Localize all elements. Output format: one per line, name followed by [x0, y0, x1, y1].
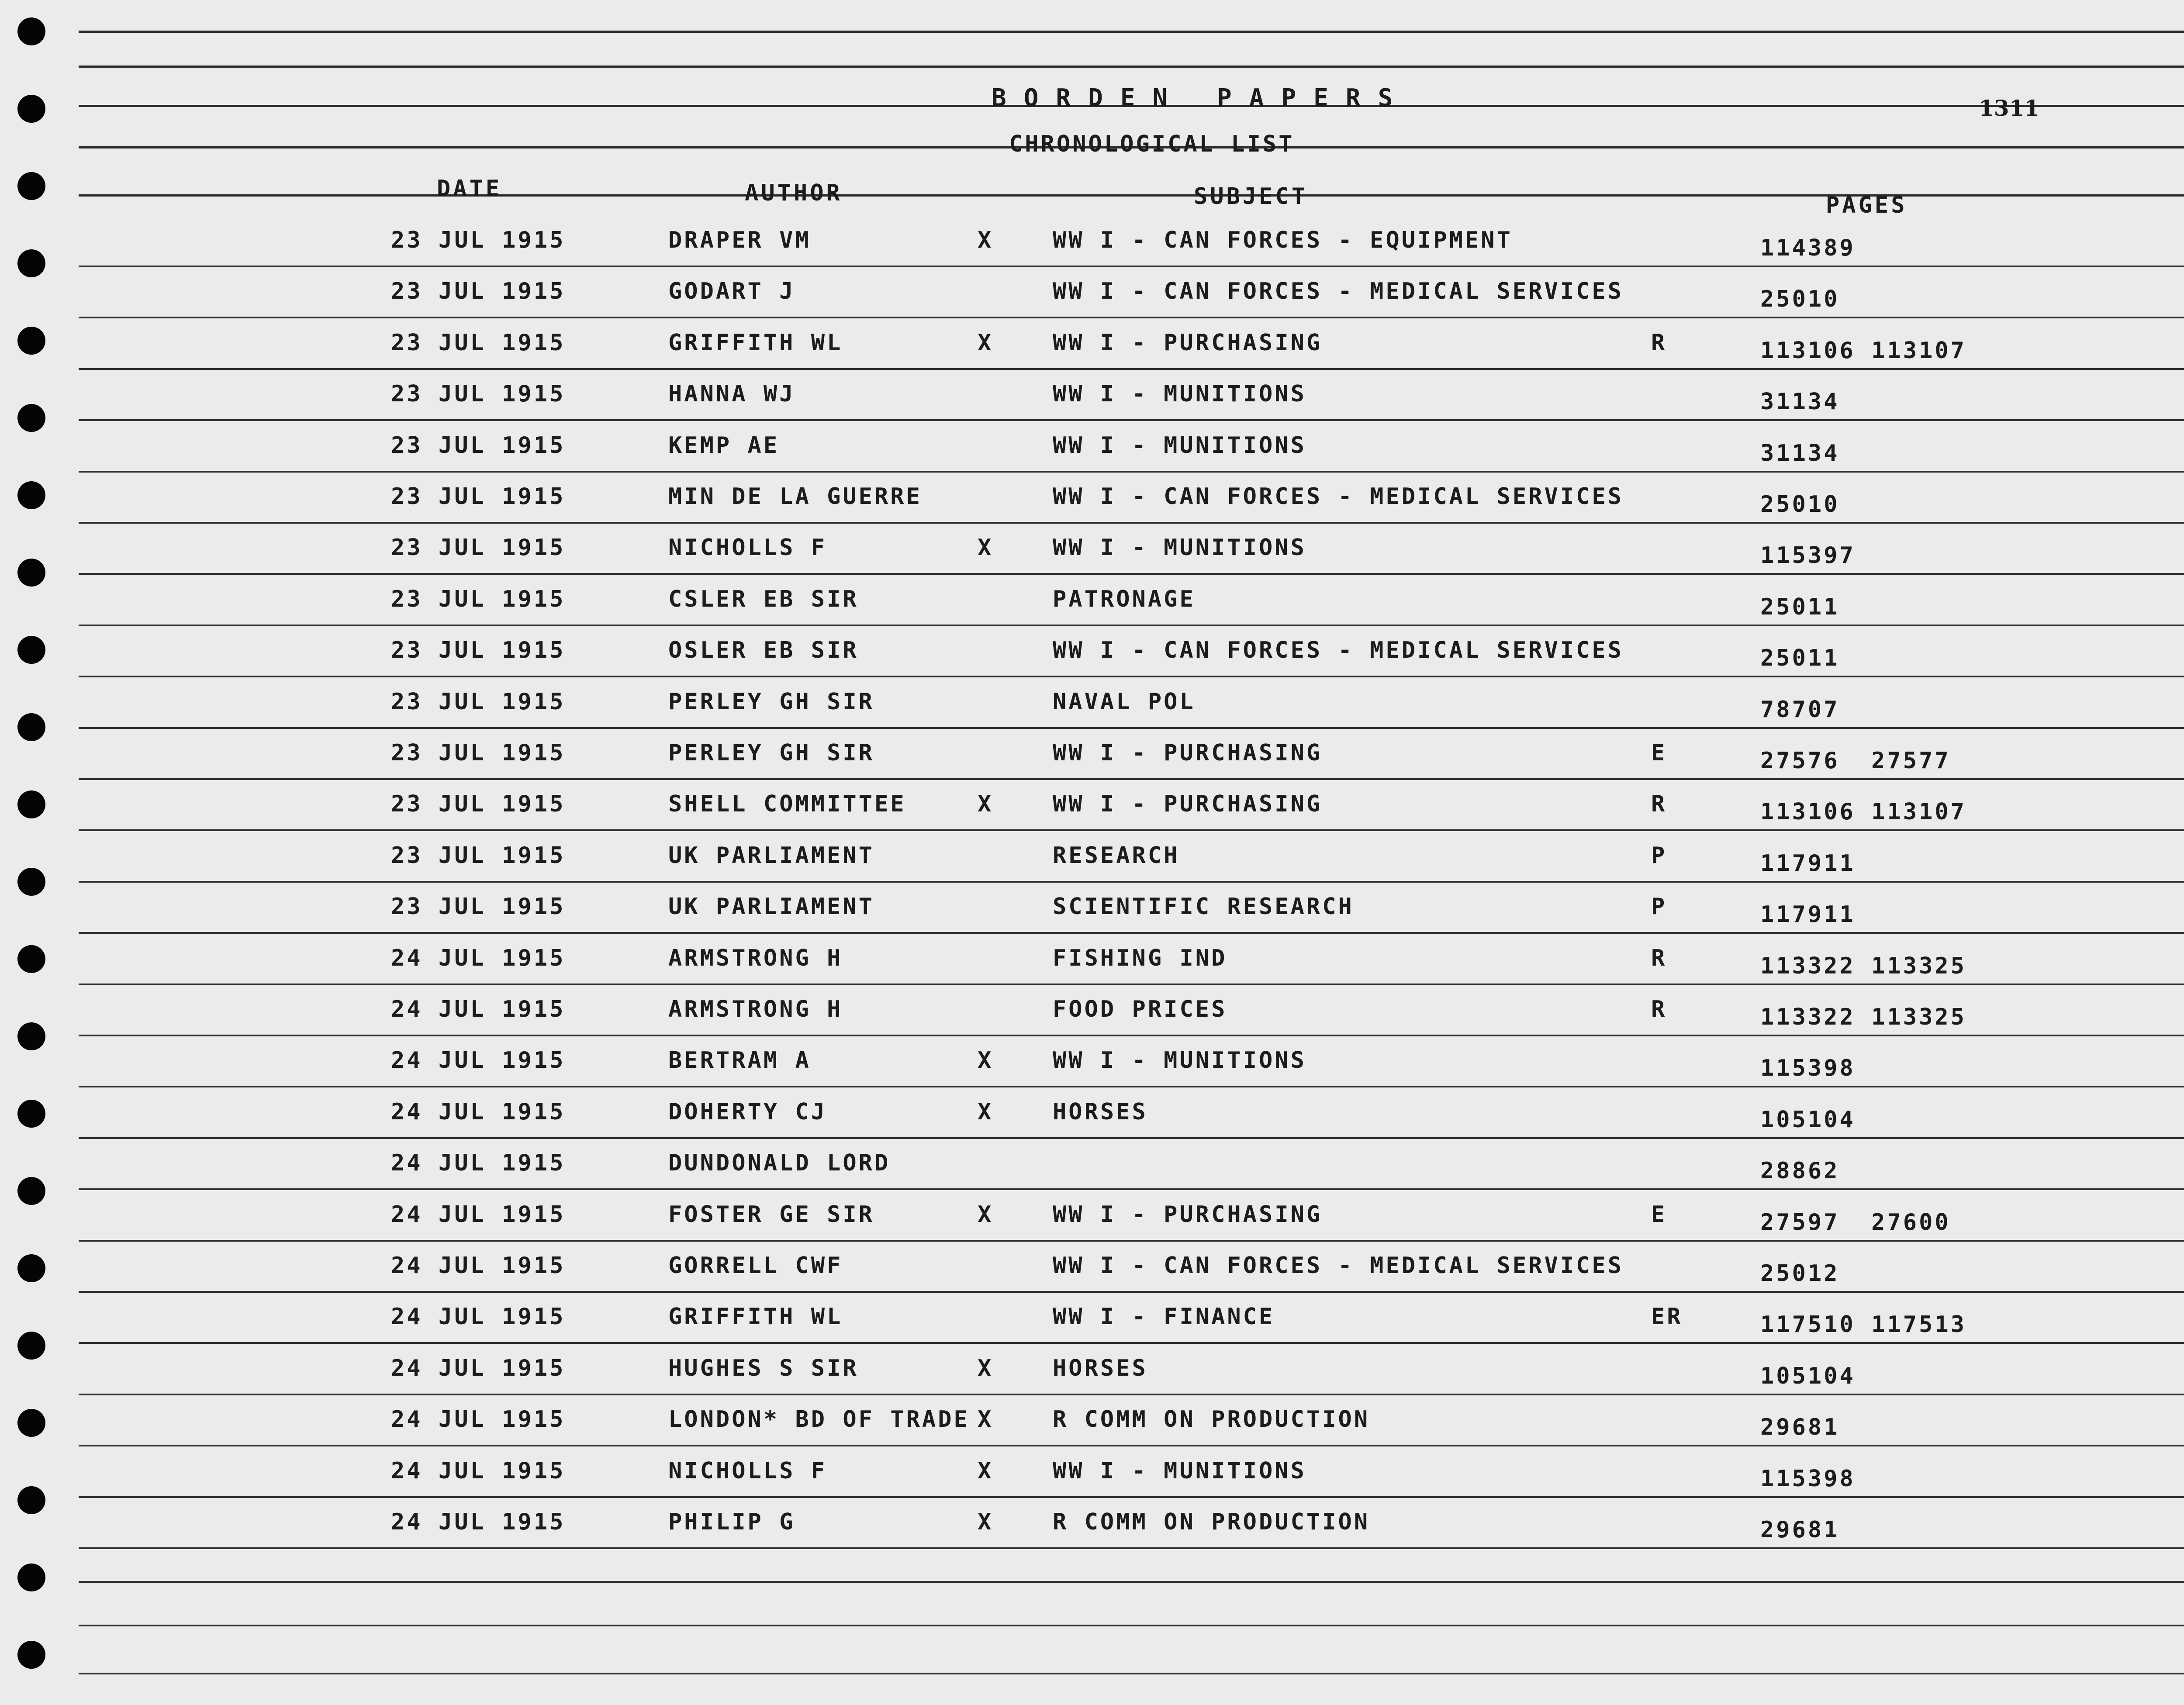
row-separator — [79, 471, 2184, 473]
row-separator — [79, 1496, 2184, 1498]
table-row — [0, 381, 2184, 432]
table-row — [0, 637, 2184, 689]
row-x-mark: X — [978, 1509, 994, 1535]
page-number: 1311 — [1979, 95, 2040, 121]
row-subject: WW I - FINANCE — [1053, 1304, 1275, 1330]
row-author: UK PARLIAMENT — [668, 842, 874, 869]
row-subject: FISHING IND — [1053, 945, 1227, 971]
row-code: R — [1651, 330, 1667, 356]
row-date: 24 JUL 1915 — [391, 1201, 566, 1228]
row-subject: WW I - MUNITIONS — [1053, 1458, 1306, 1484]
row-author: NICHOLLS F — [668, 1458, 827, 1484]
row-x-mark: X — [978, 791, 994, 817]
row-author: CSLER EB SIR — [668, 586, 859, 612]
row-author: ARMSTRONG H — [668, 945, 843, 971]
document-subtitle: CHRONOLOGICAL LIST — [1009, 131, 1295, 157]
column-header-date: DATE — [437, 176, 502, 202]
row-author: GODART J — [668, 278, 795, 304]
row-author: BERTRAM A — [668, 1047, 811, 1073]
row-separator — [79, 1188, 2184, 1190]
row-pages: 114389 — [1760, 235, 1856, 261]
row-date: 23 JUL 1915 — [391, 330, 566, 356]
row-subject: WW I - MUNITIONS — [1053, 535, 1306, 561]
row-pages: 25010 — [1760, 286, 1840, 312]
row-author: PERLEY GH SIR — [668, 740, 874, 766]
row-pages: 28862 — [1760, 1158, 1840, 1184]
row-subject: FOOD PRICES — [1053, 996, 1227, 1022]
row-separator — [79, 1137, 2184, 1139]
row-separator — [79, 1291, 2184, 1293]
row-subject: RESEARCH — [1053, 842, 1180, 869]
table-row — [0, 330, 2184, 381]
row-pages: 105104 — [1760, 1363, 1856, 1389]
ruled-line — [79, 1625, 2184, 1626]
row-pages: 78707 — [1760, 697, 1840, 723]
row-date: 23 JUL 1915 — [391, 535, 566, 561]
table-row — [0, 1355, 2184, 1407]
row-pages: 117911 — [1760, 901, 1856, 928]
row-subject: R COMM ON PRODUCTION — [1053, 1509, 1370, 1535]
row-date: 24 JUL 1915 — [391, 1099, 566, 1125]
table-row — [0, 1458, 2184, 1509]
row-author: DRAPER VM — [668, 227, 811, 253]
table-row — [0, 1253, 2184, 1304]
row-separator — [79, 1240, 2184, 1242]
row-separator — [79, 984, 2184, 985]
row-subject: WW I - CAN FORCES - MEDICAL SERVICES — [1053, 483, 1624, 510]
table-row — [0, 483, 2184, 535]
table-row — [0, 535, 2184, 586]
row-date: 24 JUL 1915 — [391, 1047, 566, 1073]
row-date: 24 JUL 1915 — [391, 1509, 566, 1535]
row-author: HUGHES S SIR — [668, 1355, 859, 1381]
row-date: 23 JUL 1915 — [391, 432, 566, 459]
row-separator — [79, 368, 2184, 370]
table-row — [0, 432, 2184, 484]
row-x-mark: X — [978, 1355, 994, 1381]
row-x-mark: X — [978, 227, 994, 253]
row-code: P — [1651, 894, 1667, 920]
row-subject: WW I - MUNITIONS — [1053, 381, 1306, 407]
ruled-line — [79, 66, 2184, 68]
row-pages: 25012 — [1760, 1260, 1840, 1287]
row-author: OSLER EB SIR — [668, 637, 859, 663]
row-pages: 25011 — [1760, 594, 1840, 620]
row-date: 23 JUL 1915 — [391, 381, 566, 407]
row-date: 23 JUL 1915 — [391, 637, 566, 663]
table-row — [0, 1406, 2184, 1458]
row-date: 24 JUL 1915 — [391, 1355, 566, 1381]
row-code: R — [1651, 791, 1667, 817]
row-date: 23 JUL 1915 — [391, 278, 566, 304]
row-separator — [79, 829, 2184, 831]
row-subject: NAVAL POL — [1053, 689, 1196, 715]
table-row — [0, 586, 2184, 638]
row-date: 23 JUL 1915 — [391, 689, 566, 715]
row-subject: WW I - CAN FORCES - EQUIPMENT — [1053, 227, 1513, 253]
row-pages: 27576 27577 — [1760, 748, 1951, 774]
row-pages: 113322 113325 — [1760, 953, 1966, 979]
row-separator — [79, 881, 2184, 883]
row-pages: 115398 — [1760, 1055, 1856, 1081]
row-date: 23 JUL 1915 — [391, 842, 566, 869]
row-subject: WW I - CAN FORCES - MEDICAL SERVICES — [1053, 278, 1624, 304]
table-row — [0, 1201, 2184, 1253]
table-row — [0, 1304, 2184, 1355]
row-subject: PATRONAGE — [1053, 586, 1196, 612]
row-subject: R COMM ON PRODUCTION — [1053, 1406, 1370, 1432]
row-date: 23 JUL 1915 — [391, 740, 566, 766]
row-date: 24 JUL 1915 — [391, 1150, 566, 1176]
row-author: UK PARLIAMENT — [668, 894, 874, 920]
row-x-mark: X — [978, 535, 994, 561]
row-x-mark: X — [978, 1047, 994, 1073]
row-x-mark: X — [978, 1201, 994, 1228]
table-row — [0, 791, 2184, 842]
row-code: ER — [1651, 1304, 1683, 1330]
row-date: 23 JUL 1915 — [391, 483, 566, 510]
row-code: E — [1651, 740, 1667, 766]
row-subject: WW I - PURCHASING — [1053, 1201, 1323, 1228]
row-x-mark: X — [978, 1406, 994, 1432]
row-date: 23 JUL 1915 — [391, 791, 566, 817]
row-code: R — [1651, 945, 1667, 971]
row-pages: 117911 — [1760, 850, 1856, 877]
row-pages: 31134 — [1760, 389, 1840, 415]
row-code: R — [1651, 996, 1667, 1022]
row-author: PHILIP G — [668, 1509, 795, 1535]
row-separator — [79, 676, 2184, 677]
row-subject: WW I - PURCHASING — [1053, 791, 1323, 817]
row-pages: 25011 — [1760, 645, 1840, 671]
row-author: MIN DE LA GUERRE — [668, 483, 922, 510]
row-separator — [79, 522, 2184, 524]
row-subject: WW I - PURCHASING — [1053, 330, 1323, 356]
table-row — [0, 1150, 2184, 1201]
row-pages: 25010 — [1760, 491, 1840, 518]
column-header-pages: PAGES — [1826, 192, 1908, 218]
table-row — [0, 1047, 2184, 1099]
row-author: FOSTER GE SIR — [668, 1201, 874, 1228]
row-x-mark: X — [978, 1458, 994, 1484]
feed-hole — [17, 1641, 45, 1669]
table-row — [0, 1099, 2184, 1150]
row-pages: 113322 113325 — [1760, 1004, 1966, 1030]
row-separator — [79, 573, 2184, 575]
row-date: 24 JUL 1915 — [391, 1406, 566, 1432]
row-separator — [79, 1035, 2184, 1036]
row-separator — [79, 1394, 2184, 1395]
row-separator — [79, 1445, 2184, 1446]
ruled-line — [79, 1673, 2184, 1674]
row-author: GORRELL CWF — [668, 1253, 843, 1279]
row-date: 24 JUL 1915 — [391, 945, 566, 971]
row-author: DUNDONALD LORD — [668, 1150, 891, 1176]
row-pages: 31134 — [1760, 440, 1840, 466]
table-row — [0, 689, 2184, 740]
row-author: KEMP AE — [668, 432, 780, 459]
table-row — [0, 278, 2184, 330]
row-date: 23 JUL 1915 — [391, 894, 566, 920]
row-author: ARMSTRONG H — [668, 996, 843, 1022]
row-pages: 115397 — [1760, 542, 1856, 569]
table-row — [0, 227, 2184, 279]
table-row — [0, 894, 2184, 945]
row-subject: SCIENTIFIC RESEARCH — [1053, 894, 1354, 920]
ruled-line — [79, 1581, 2184, 1583]
row-author: SHELL COMMITTEE — [668, 791, 906, 817]
row-author: HANNA WJ — [668, 381, 795, 407]
table-row — [0, 996, 2184, 1048]
row-author: DOHERTY CJ — [668, 1099, 827, 1125]
row-pages: 27597 27600 — [1760, 1209, 1951, 1236]
row-date: 24 JUL 1915 — [391, 996, 566, 1022]
row-author: NICHOLLS F — [668, 535, 827, 561]
table-row — [0, 945, 2184, 997]
table-row — [0, 1509, 2184, 1560]
row-separator — [79, 419, 2184, 421]
feed-hole — [17, 1563, 45, 1591]
row-date: 23 JUL 1915 — [391, 227, 566, 253]
row-date: 24 JUL 1915 — [391, 1253, 566, 1279]
row-separator — [79, 266, 2184, 267]
column-header-subject: SUBJECT — [1194, 183, 1308, 210]
row-separator — [79, 727, 2184, 729]
row-date: 24 JUL 1915 — [391, 1304, 566, 1330]
row-subject: WW I - CAN FORCES - MEDICAL SERVICES — [1053, 637, 1624, 663]
row-subject: HORSES — [1053, 1099, 1148, 1125]
feed-hole — [17, 172, 45, 200]
row-subject: WW I - CAN FORCES - MEDICAL SERVICES — [1053, 1253, 1624, 1279]
row-subject: WW I - MUNITIONS — [1053, 432, 1306, 459]
row-code: E — [1651, 1201, 1667, 1228]
row-separator — [79, 1342, 2184, 1344]
row-date: 23 JUL 1915 — [391, 586, 566, 612]
feed-hole — [17, 95, 45, 123]
row-subject: WW I - PURCHASING — [1053, 740, 1323, 766]
table-row — [0, 740, 2184, 791]
row-separator — [79, 1086, 2184, 1087]
row-pages: 115398 — [1760, 1466, 1856, 1492]
row-separator — [79, 625, 2184, 626]
row-separator — [79, 778, 2184, 780]
row-subject: WW I - MUNITIONS — [1053, 1047, 1306, 1073]
row-separator — [79, 317, 2184, 318]
row-author: GRIFFITH WL — [668, 330, 843, 356]
row-date: 24 JUL 1915 — [391, 1458, 566, 1484]
row-author: LONDON* BD OF TRADE — [668, 1406, 970, 1432]
row-pages: 105104 — [1760, 1107, 1856, 1133]
row-subject: HORSES — [1053, 1355, 1148, 1381]
row-x-mark: X — [978, 1099, 994, 1125]
row-pages: 29681 — [1760, 1517, 1840, 1543]
table-row — [0, 842, 2184, 894]
row-pages: 113106 113107 — [1760, 799, 1966, 825]
row-separator — [79, 1547, 2184, 1549]
column-header-author: AUTHOR — [745, 180, 843, 206]
row-separator — [79, 932, 2184, 934]
row-pages: 113106 113107 — [1760, 338, 1966, 364]
row-pages: 29681 — [1760, 1414, 1840, 1440]
feed-hole — [17, 17, 45, 45]
row-author: GRIFFITH WL — [668, 1304, 843, 1330]
document-title: BORDEN PAPERS — [992, 84, 1410, 112]
row-x-mark: X — [978, 330, 994, 356]
row-pages: 117510 117513 — [1760, 1312, 1966, 1338]
row-code: P — [1651, 842, 1667, 869]
row-author: PERLEY GH SIR — [668, 689, 874, 715]
ruled-line — [79, 31, 2184, 33]
